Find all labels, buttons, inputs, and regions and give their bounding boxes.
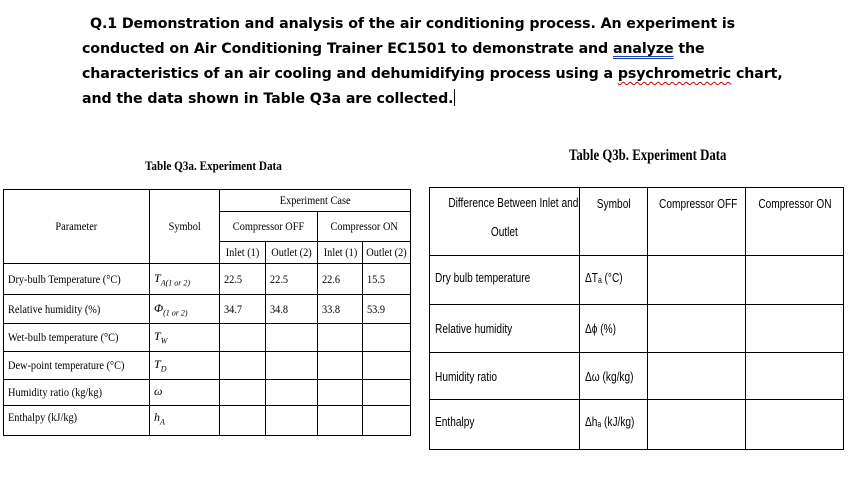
table-a-caption: Table Q3a. Experiment Data — [145, 158, 282, 173]
table-row: Humidity ratio (kg/kg) ω — [4, 380, 411, 406]
table-row: Relative humidity Δϕ (%) — [430, 305, 844, 353]
table-row: Dew-point temperature (°C) $T_D$ — [4, 352, 411, 380]
question-line-1: Q.1 Demonstration and analysis of the air conditioning process. An experiment is — [90, 16, 735, 32]
experiment-data-table-b — [429, 187, 844, 450]
header-experiment-case: Experiment Case — [220, 190, 411, 212]
question-line-3: characteristics of an air cooling and dehumidifying process using a psychrometric chart, — [82, 66, 783, 82]
table-b-caption: Table Q3b. Experiment Data — [569, 147, 727, 164]
header-compressor-on-b: Compressor ON — [746, 188, 844, 256]
table-row: Humidity ratio Δω (kg/kg) — [430, 353, 844, 400]
text-caret — [454, 89, 455, 106]
sub-header: Inlet (1) — [220, 242, 266, 264]
sub-header: Outlet (2) — [363, 242, 411, 264]
header-symbol: Symbol — [150, 190, 220, 264]
question-line-4: and the data shown in Table Q3a are collected. — [82, 91, 454, 107]
table-row: Dry bulb temperature ΔTₐ (°C) — [430, 256, 844, 305]
sub-header: Inlet (1) — [318, 242, 363, 264]
table-row: Dry-bulb Temperature (°C) $T_{A(1 or 2)}$ 22.5 22.5 22.6 15.5 — [4, 264, 411, 295]
table-row: Enthalpy (kJ/kg) $h_A$ — [4, 406, 411, 436]
header-compressor-off: Compressor OFF — [220, 212, 318, 242]
question-line-2: conducted on Air Conditioning Trainer EC1501 to demonstrate and analyze the — [82, 41, 705, 57]
header-compressor-off-b: Compressor OFF — [648, 188, 746, 256]
table-row: Enthalpy Δhₐ (kJ/kg) — [430, 400, 844, 450]
question-text — [82, 12, 782, 112]
header-compressor-on: Compressor ON — [318, 212, 411, 242]
table-row: Wet-bulb temperature (°C) $T_W$ — [4, 324, 411, 352]
header-difference: Difference Between Inlet and Outlet — [430, 188, 580, 256]
header-parameter: Parameter — [4, 190, 150, 264]
sub-header: Outlet (2) — [266, 242, 318, 264]
experiment-data-table-a — [3, 189, 411, 436]
header-symbol-b: Symbol — [580, 188, 648, 256]
table-row: Relative humidity (%) $\Phi_{(1 or 2)}$ 34.7 34.8 33.8 53.9 — [4, 295, 411, 324]
